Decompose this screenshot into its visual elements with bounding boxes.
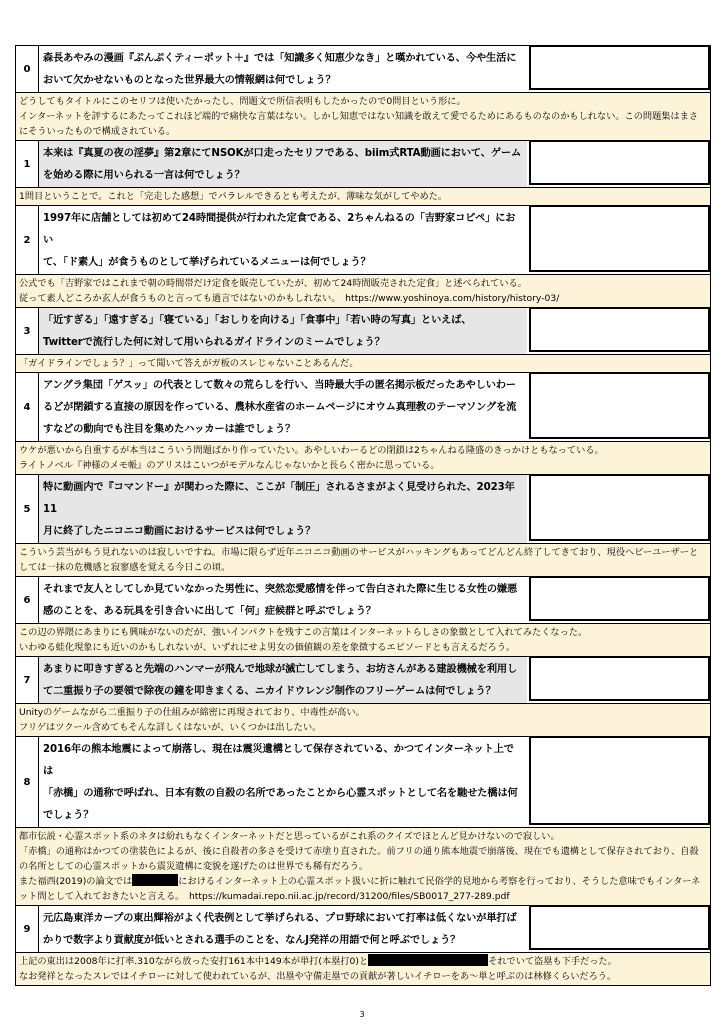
question-line: アングラ集団「ゲスッ」の代表として数々の荒らしを行い、当時最大手の匿名掲示板だったあやしいわー bbox=[43, 380, 516, 391]
answer-box[interactable] bbox=[529, 475, 710, 541]
commentary-note bbox=[16, 624, 710, 656]
commentary-note bbox=[16, 544, 710, 576]
question-line: 1997年に店舗としては初めて24時間提供が行われた定食である、2ちゃんねるの「吉野家コピペ」におい bbox=[43, 213, 516, 246]
commentary-note bbox=[16, 188, 710, 205]
question-row bbox=[16, 373, 710, 442]
answer-box[interactable] bbox=[529, 206, 710, 272]
question-text bbox=[39, 906, 527, 952]
question-number: 8 bbox=[16, 737, 39, 827]
question-number: 6 bbox=[16, 577, 39, 623]
commentary-line: 「ガイドラインでしょう？」って聞いて答えがガ板のスレじゃないことあるんだ。 bbox=[19, 358, 359, 369]
question-block bbox=[15, 576, 711, 656]
commentary-line: どうしてもタイトルにこのセリフは使いたかったし、問題文で所信表明もしたかったので0問目という形に。 bbox=[19, 96, 466, 107]
question-text bbox=[39, 373, 527, 441]
redaction-bar bbox=[132, 874, 178, 886]
commentary-line: 都市伝説・心霊スポット系のネタは紛れもなくインターネットだと思っているがこれ系のクイズでほとんど見かけないので寂しい。 bbox=[19, 831, 560, 842]
question-line: て、「ド素人」が食うものとして挙げられているメニューは何でしょう？ bbox=[43, 257, 371, 268]
question-block bbox=[15, 372, 711, 474]
quiz-sheet bbox=[15, 45, 711, 986]
answer-cell bbox=[527, 737, 710, 827]
question-text bbox=[39, 308, 527, 354]
question-line: 特に動画内で『コマンドー』が関わった際に、ここが「制圧」されるさまがよく見受けられた、2023年11 bbox=[43, 482, 515, 515]
commentary-line: フリゲはツクール含めてもそんな詳しくはないが、いくつかは出したい。 bbox=[19, 722, 322, 733]
question-text bbox=[39, 577, 527, 623]
answer-cell bbox=[527, 906, 710, 952]
answer-cell bbox=[527, 475, 710, 543]
commentary-line: 1問目ということで。これと「完走した感想」でパラレルできるとも考えたが、薄味な気がしてやめた。 bbox=[19, 191, 448, 202]
question-block bbox=[15, 905, 711, 986]
question-line: それまで友人としてしか見ていなかった男性に、突然恋愛感情を伴って告白された際に生じる女性の嫌悪 bbox=[43, 584, 518, 595]
answer-cell bbox=[527, 657, 710, 703]
commentary-line: なお発祥となったスレではイチローに対して使われているが、出塁や守備走塁での貢献が著しいイチローをあ〜単と呼ぶのは林修くらいだろう。 bbox=[19, 971, 617, 982]
commentary-note bbox=[16, 828, 710, 905]
answer-box[interactable] bbox=[529, 373, 710, 439]
question-text bbox=[39, 141, 527, 187]
answer-cell bbox=[527, 141, 710, 187]
commentary-note bbox=[16, 93, 710, 140]
question-row bbox=[16, 141, 710, 188]
question-number: 7 bbox=[16, 657, 39, 703]
question-block bbox=[15, 656, 711, 736]
question-line: 2016年の熊本地震によって崩落し、現在は震災遺構として保存されている、かつてインターネット上では bbox=[43, 744, 514, 777]
question-line: 本来は『真夏の夜の淫夢』第2章にてNSOKが口走ったセリフである、biim式RTA動画において、ゲーム bbox=[43, 148, 522, 159]
question-text bbox=[39, 657, 527, 703]
question-row bbox=[16, 577, 710, 624]
redaction-bar bbox=[368, 954, 488, 966]
answer-cell bbox=[527, 308, 710, 354]
commentary-line: ライトノベル『神様のメモ帳』のアリスはこいつがモデルなんじゃないかと長らく密かに思っている。 bbox=[19, 460, 440, 471]
question-number: 9 bbox=[16, 906, 39, 952]
commentary-note bbox=[16, 275, 710, 307]
question-line: すなどの動向でも注目を集めたハッカーは誰でしょう？ bbox=[43, 424, 296, 435]
commentary-note bbox=[16, 442, 710, 474]
commentary-line bbox=[19, 954, 707, 969]
question-number: 3 bbox=[16, 308, 39, 354]
commentary-note bbox=[16, 704, 710, 736]
commentary-text: 上記の東出は2008年に打率.310ながら放った安打161本中149本が単打(本塁打0)と bbox=[19, 956, 369, 967]
answer-box[interactable] bbox=[529, 737, 710, 825]
commentary-line: 公式でも「吉野家ではこれまで朝の時間帯だけ定食を販売していたが、初めて24時間販売された定食」と述べられている。 bbox=[19, 278, 527, 289]
question-number: 2 bbox=[16, 206, 39, 274]
question-line: かりで数字より貢献度が低いとされる選手のことを、なんJ発祥の用語で何と呼ぶでしょう？ bbox=[43, 935, 461, 946]
question-row bbox=[16, 906, 710, 953]
question-row bbox=[16, 206, 710, 275]
question-block bbox=[15, 45, 711, 140]
commentary-text: におけるインターネット上の心霊スポット扱いに折に触れて民俗学的見地から考察を行っており、そうした意味でもインターネット問として入れておきたいと言える。 https://kumadai.repo.nii.ac.jp/record/31200/files/SB0017_277-289.pdf bbox=[19, 876, 701, 902]
page-number: 3 bbox=[359, 1010, 365, 1019]
commentary-line: この辺の界隈にあまりにも興味がないのだが、強いインパクトを残すこの言葉はインターネットらしさの象徴として入れてみたくなった。 bbox=[19, 627, 588, 638]
answer-box[interactable] bbox=[529, 141, 710, 185]
question-row bbox=[16, 475, 710, 544]
answer-cell bbox=[527, 46, 710, 92]
question-number: 5 bbox=[16, 475, 39, 543]
question-row bbox=[16, 657, 710, 704]
question-line: を始める際に用いられる一言は何でしょう？ bbox=[43, 170, 245, 181]
commentary-line: 「赤橋」の通称はかつての塗装色によるが、後に自殺者の多さを受けて赤塗り直された。前フリの通り熊本地震で崩落後、現在でも遺構として保存されており、自殺の名所としての心霊スポットから震災遺構に変貌を遂げたのは世界でも稀有だろう。 bbox=[19, 846, 699, 872]
commentary-note bbox=[16, 355, 710, 372]
question-row bbox=[16, 46, 710, 93]
question-line: て二重振り子の要領で除夜の鐘を叩きまくる、ニカイドウレンジ制作のフリーゲームは何でしょう？ bbox=[43, 686, 496, 697]
question-line: Twitterで流行した何に対して用いられるガイドラインのミームでしょう？ bbox=[43, 337, 385, 348]
commentary-line bbox=[19, 874, 707, 904]
commentary-text: それでいて盗塁も下手だった。 bbox=[488, 956, 617, 967]
question-text bbox=[39, 475, 527, 543]
answer-box[interactable] bbox=[529, 308, 710, 352]
commentary-line: ウケが悪いから自重するが本当はこういう問題ばかり作っていたい。あやしいわーるどの閉鎖は2ちゃんねる隆盛のきっかけともなっている。 bbox=[19, 445, 604, 456]
question-block bbox=[15, 205, 711, 307]
question-line: 感のことを、ある玩具を引き合いに出して「何」症候群と呼ぶでしょう？ bbox=[43, 606, 376, 617]
question-block bbox=[15, 736, 711, 905]
answer-box[interactable] bbox=[529, 657, 710, 701]
question-line: おいて欠かせないものとなった世界最大の情報網は何でしょう？ bbox=[43, 75, 336, 86]
question-number: 0 bbox=[16, 46, 39, 92]
question-block bbox=[15, 474, 711, 576]
commentary-line: Unityのゲームながら二重振り子の仕組みが綿密に再現されており、中毒性が高い。 bbox=[19, 707, 365, 718]
answer-box[interactable] bbox=[529, 577, 710, 621]
question-line: 元広島東洋カープの東出輝裕がよく代表例として挙げられる、プロ野球において打率は低くないが単打ば bbox=[43, 913, 517, 924]
question-block bbox=[15, 307, 711, 372]
commentary-note bbox=[16, 953, 710, 985]
commentary-line: インターネットを評するにあたってこれほど端的で痛快な言葉はない。しかし知恵ではない知識を敢えて愛でるためにあるものなのかもしれない。この問題集はまさにそういったもので構成されている。 bbox=[19, 111, 699, 137]
question-line: 月に終了したニコニコ動画におけるサービスは何でしょう？ bbox=[43, 526, 316, 537]
commentary-line: 従って素人どころか玄人が食うものと言っても過言ではないのかもしれない。 https://www.yoshinoya.com/history/history-03/ bbox=[19, 293, 560, 304]
question-text bbox=[39, 46, 527, 92]
answer-box[interactable] bbox=[529, 46, 710, 90]
question-number: 1 bbox=[16, 141, 39, 187]
answer-cell bbox=[527, 206, 710, 274]
question-line: 「赤橋」の通称で呼ばれ、日本有数の自殺の名所であったことから心霊スポットとして名を馳せた橋は何 bbox=[43, 788, 518, 799]
question-text bbox=[39, 206, 527, 274]
commentary-line: こういう芸当がもう見れないのは寂しいですね。市場に限らず近年ニコニコ動画のサービスがハッキングもあってどんどん終了してきており、現役ヘビーユーザーとしては一抹の危機感と寂寥感を覚える今日この頃。 bbox=[19, 547, 699, 573]
answer-cell bbox=[527, 577, 710, 623]
question-line: 森長あやみの漫画『ぷんぷくティーポット＋』では「知識多く知恵少なき」と嘆かれている、今や生活に bbox=[43, 53, 517, 64]
commentary-text: また福西(2019)の論文では bbox=[19, 876, 133, 887]
question-line: でしょう？ bbox=[43, 810, 94, 821]
question-number: 4 bbox=[16, 373, 39, 441]
question-row bbox=[16, 737, 710, 828]
question-row bbox=[16, 308, 710, 355]
question-line: 「近すぎる」「遠すぎる」「寝ている」「おしりを向ける」「食事中」「若い時の写真」といえば、 bbox=[43, 315, 472, 326]
commentary-line: いわゆる蛙化現象にも近いのかもしれないが、いずれにせよ男女の価値観の差を象徴するエピソードとも言えるだろう。 bbox=[19, 642, 516, 653]
answer-box[interactable] bbox=[529, 906, 710, 950]
question-line: あまりに叩きすぎると先端のハンマーが飛んで地球が滅亡してしまう、お坊さんがある建設機械を利用し bbox=[43, 664, 518, 675]
question-text bbox=[39, 737, 527, 827]
answer-cell bbox=[527, 373, 710, 441]
question-block bbox=[15, 140, 711, 205]
question-line: るどが閉鎖する直接の原因を作っている、農林水産省のホームページにオウム真理教のテーマソングを流 bbox=[43, 402, 517, 413]
